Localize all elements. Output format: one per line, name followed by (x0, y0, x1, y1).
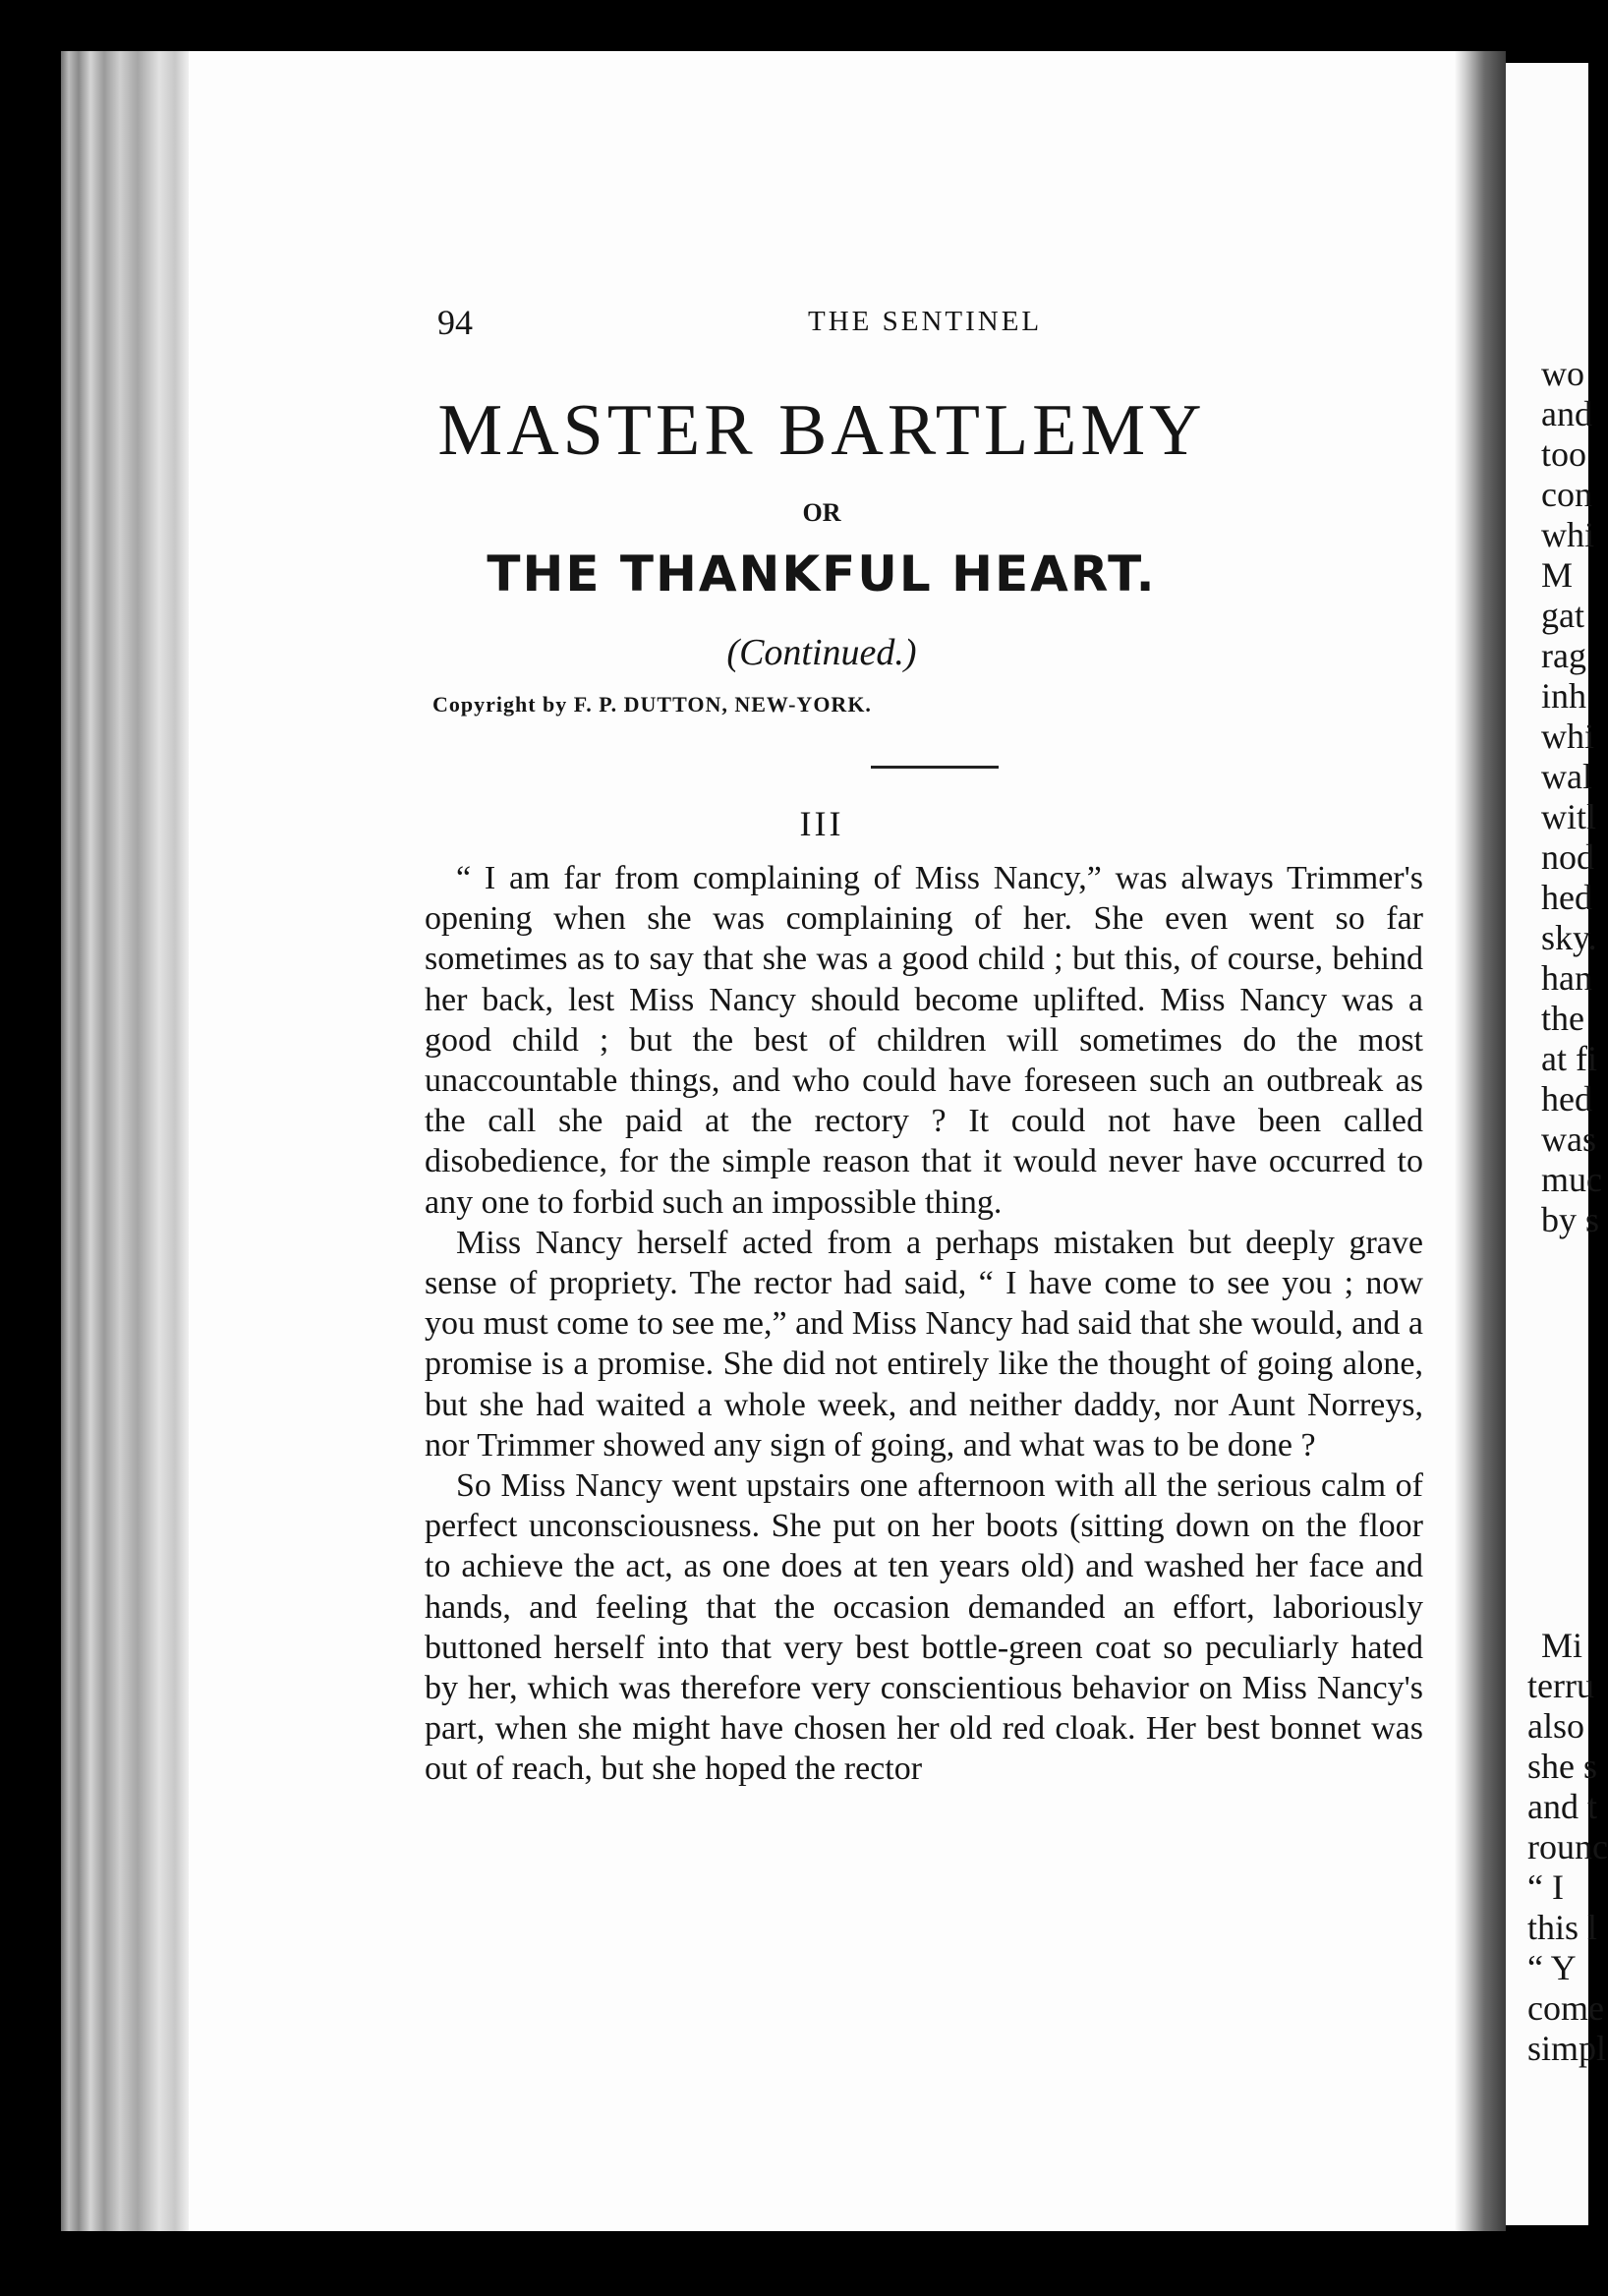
right-page-fragment: this l (1527, 1908, 1598, 1947)
right-page-fragment: terru (1527, 1666, 1594, 1705)
right-page-fragment: con (1541, 475, 1592, 514)
right-page-fragment: whi (1541, 515, 1594, 554)
right-page-fragment: wo (1541, 354, 1584, 393)
journal-title: THE SENTINEL (808, 306, 1043, 337)
right-page-fragment: inh (1541, 676, 1587, 716)
right-page-fragment: too (1541, 434, 1587, 474)
right-page-fragment: han (1541, 958, 1592, 998)
right-page-fragment: sky. (1541, 918, 1597, 957)
right-page-fragment: witl (1541, 797, 1597, 836)
right-page-fragment: wal (1541, 757, 1592, 796)
right-page-fragment: rounc (1527, 1827, 1608, 1866)
page-fold-shadow (1455, 51, 1506, 2231)
right-page-fragment: M (1541, 555, 1574, 595)
right-page-fragment: rag (1541, 636, 1586, 675)
book-gutter (61, 51, 189, 2231)
right-page-fragment: come (1527, 1988, 1604, 2028)
running-head (189, 302, 1455, 341)
right-page-fragment: she s (1527, 1747, 1597, 1786)
right-page-fragment: was (1541, 1119, 1596, 1159)
copyright-line: Copyright by F. P. DUTTON, NEW-YORK. (432, 692, 872, 717)
right-page-fragment: hed (1541, 878, 1592, 917)
paragraph: So Miss Nancy went upstairs one afternoon with all the serious calm of perfect unconsciousness. She put on her boots (sitting down on the floor to achieve the act, as one does at ten years old) and washed her face and hands, and feeling that the occasion demanded an effort, laboriously buttoned herself into that very best bottle-green coat so peculiarly hated by her, which was therefore very conscientious behavior on Miss Nancy's part, when she might have chosen her old red cloak. Her best bonnet was out of reach, but she hoped the rector (425, 1467, 1423, 1788)
right-page-fragment: also (1527, 1706, 1584, 1746)
right-page-fragment: nod (1541, 837, 1594, 877)
article-subtitle: THE THANKFUL HEART. (487, 545, 1157, 603)
continued-note: (Continued.) (726, 632, 917, 673)
left-page (189, 51, 1455, 2231)
right-page-fragment: “ I (1527, 1867, 1564, 1907)
right-page-fragment: whi (1541, 717, 1594, 756)
article-title (189, 391, 1455, 470)
article-title-text: MASTER BARTLEMY (437, 390, 1206, 471)
right-page-fragment: and (1541, 394, 1592, 433)
right-page-fragment: hed (1541, 1079, 1592, 1119)
section-divider (871, 766, 999, 769)
right-page-edge (1506, 63, 1608, 2225)
right-page-fragment: Mi (1541, 1626, 1583, 1665)
right-page-fragment: gat (1541, 596, 1584, 635)
right-page-fragment: at fi (1541, 1039, 1597, 1078)
article-body (425, 858, 1423, 1790)
right-page-fragment: simpl (1527, 2029, 1607, 2068)
right-page-fragment: muc (1541, 1160, 1602, 1199)
right-page-fragment: “ Y (1527, 1948, 1577, 1987)
paragraph: Miss Nancy herself acted from a perhaps mistaken but deeply grave sense of propriety. The rector had said, “ I have come to see you ; now you must come to see me,” and Miss Nancy had said that she would, and a promise is a promise. She did not entirely like the thought of going alone, but she had waited a whole week, and neither daddy, nor Aunt Norreys, nor Trimmer showed any sign of going, and what was to be done ? (425, 1224, 1423, 1464)
right-page-fragment: by s (1541, 1200, 1600, 1239)
right-page-fragment: and t (1527, 1787, 1597, 1826)
chapter-number: III (799, 804, 844, 843)
page-number: 94 (437, 303, 473, 342)
right-page-fragment: the (1541, 999, 1584, 1038)
paragraph: “ I am far from complaining of Miss Nancy,” was always Trimmer's opening when she was complaining of her. She even went so far sometimes as to say that she was a good child ; but this, of course, behind her back, lest Miss Nancy should become uplifted. Miss Nancy was a good child ; but the best of children will sometimes do the most unaccountable things, and who could have foreseen such an outbreak as the call she paid at the rectory ? It could not have been called disobedience, for the simple reason that it would never have occurred to any one to forbid such an impossible thing. (425, 860, 1423, 1221)
title-connector: OR (802, 498, 841, 527)
